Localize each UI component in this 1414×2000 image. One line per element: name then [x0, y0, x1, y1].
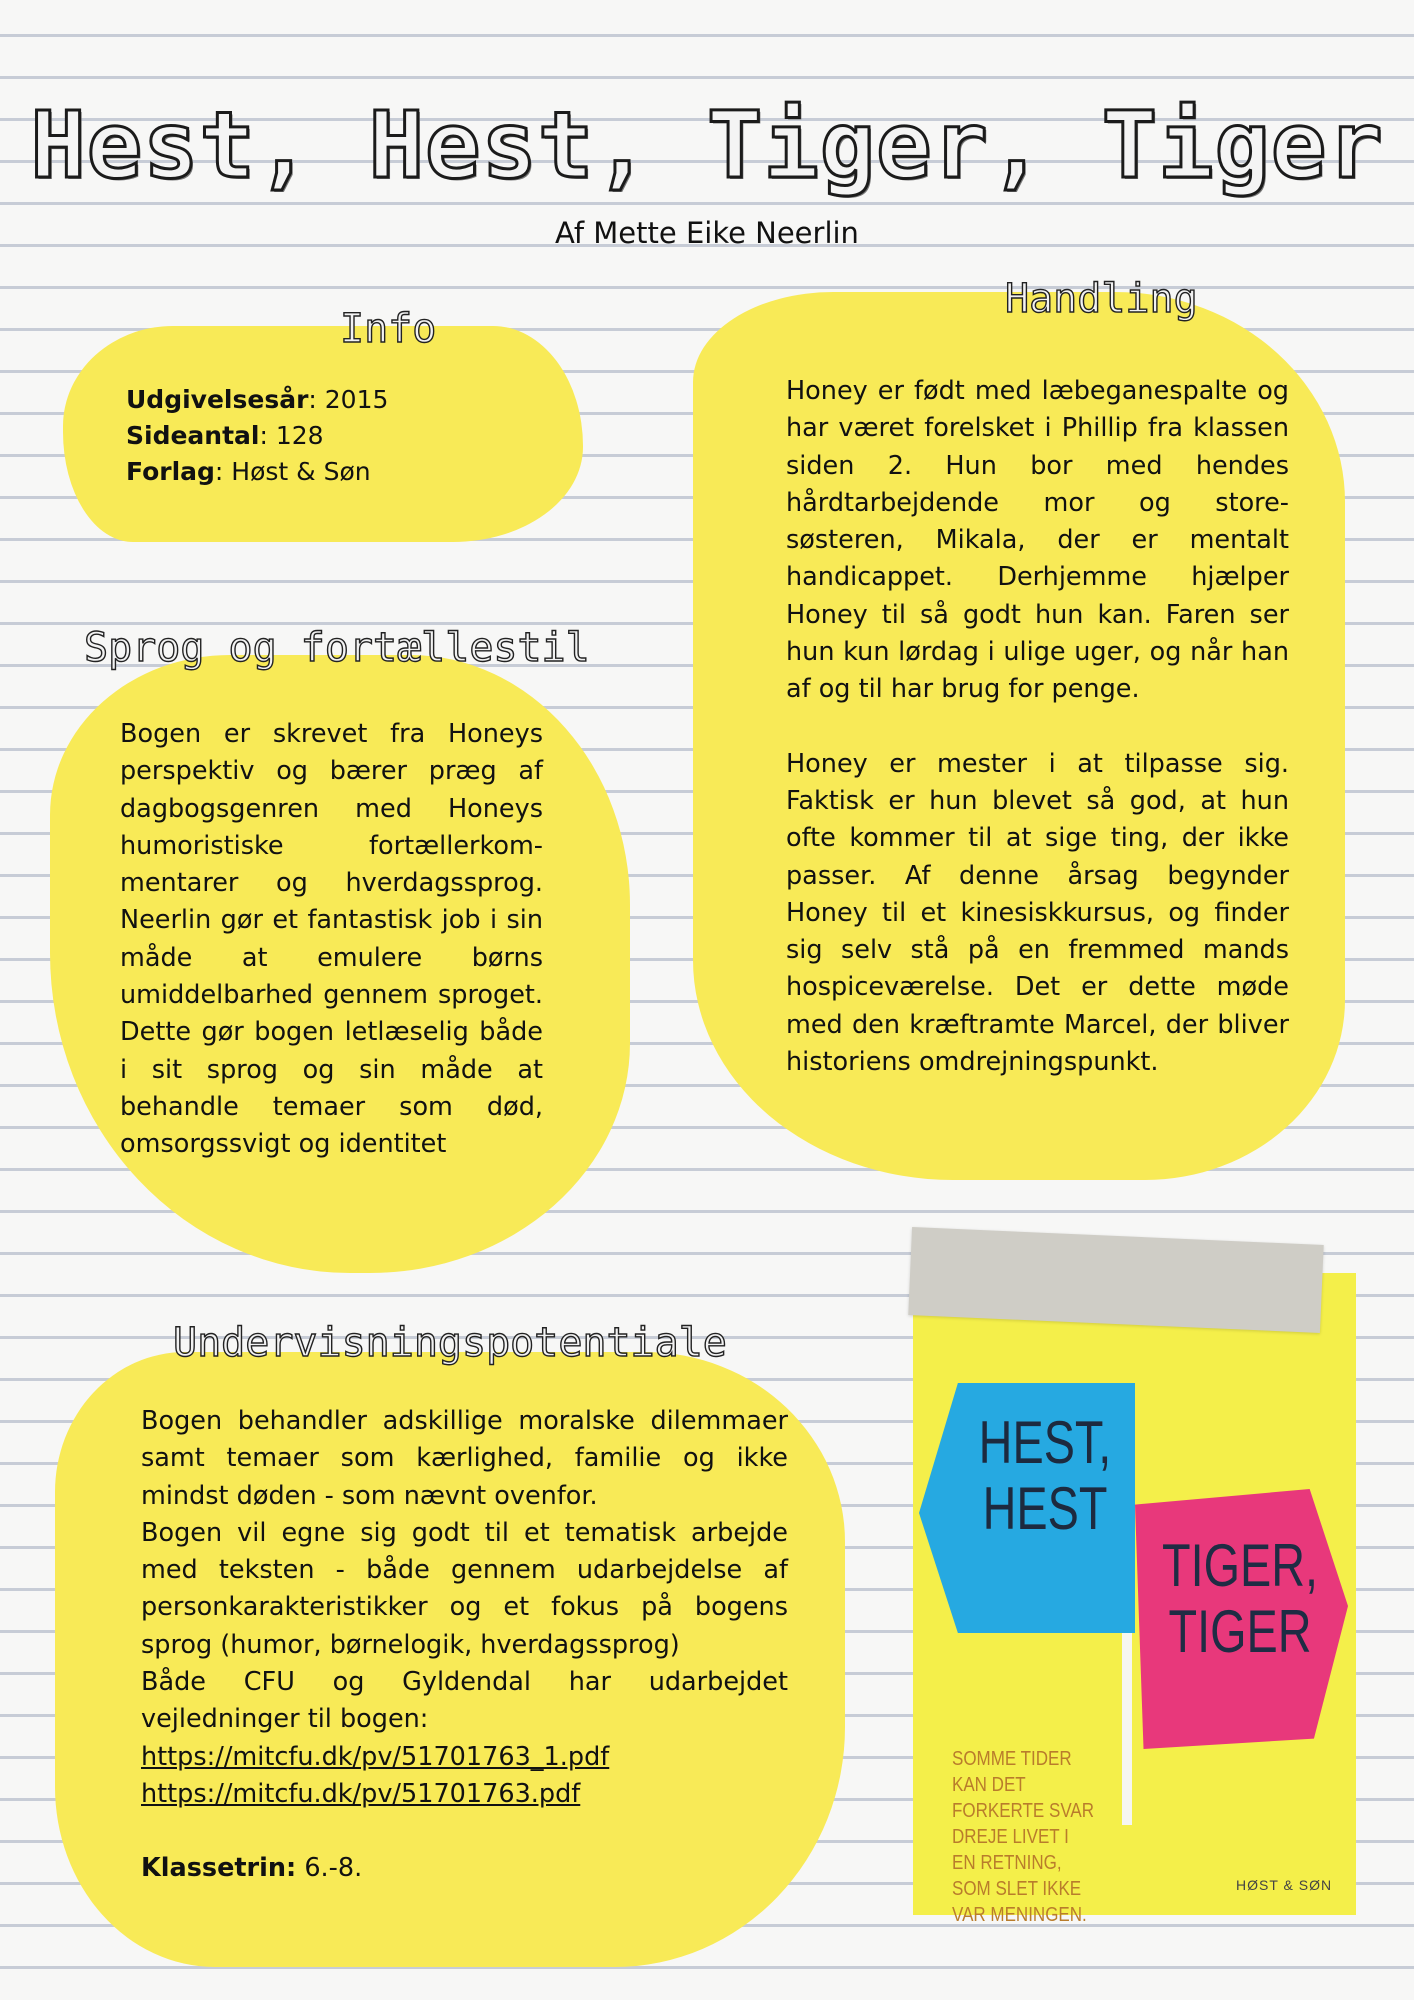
grade-value: 6.-8. [296, 1853, 363, 1884]
tape-strip [908, 1227, 1323, 1333]
teaching-paragraph-1: Bogen behandler adskillige moralske dilemmaer samt temaer som kærlighed, familie og ikke mindst døden - som nævnt ovenfor. [141, 1406, 788, 1511]
plot-paragraph-2: Honey er mester i at tilpasse sig. Faktisk er hun blevet så god, at hun ofte kommer til at sige ting, der ikke passer. Af denne årsag begynder Honey til et kinesiskkursus, og finder sig selv stå på en fremmed mands hospiceværelse. Det er dette møde med den kræftramte Marcel, der bliver historiens omdrejningspunkt. [786, 748, 1289, 1078]
info-year-label: Udgivelsesår [126, 385, 309, 414]
sign-blue-text [975, 1410, 1115, 1542]
cfu-link-1[interactable]: https://mitcfu.dk/pv/51701763_1.pdf [141, 1741, 610, 1772]
plot-paragraph-1: Honey er født med læbeganespalte og har været forelsket i Phillip fra klassen siden 2. Hun bor med hendes hårdtarbejdende mor og store-søsteren, Mikala, der er mentalt handicappet. Derhjemme hjælper Honey til så godt hun kan. Faren ser hun kun lørdag i ulige uger, og når han af og til har brug for penge. [786, 376, 1289, 705]
info-pages-label: Sideantal [126, 421, 260, 450]
author-line: Af Mette Eike Neerlin [555, 216, 859, 250]
plot-heading: Handling [1005, 276, 1198, 322]
sign-blue-line-1: HEST, [978, 1409, 1112, 1476]
sign-pink-line-2: TIGER [1168, 1598, 1312, 1665]
info-publisher-value: : Høst & Søn [214, 457, 371, 486]
cfu-link-2[interactable]: https://mitcfu.dk/pv/51701763.pdf [141, 1778, 581, 1809]
sign-pink-text [1162, 1533, 1318, 1665]
info-pages [126, 418, 388, 454]
info-heading: Info [340, 306, 437, 352]
cover-tagline: SOMME TIDER KAN DET FORKERTE SVAR DREJE LIVET I EN RETNING, SOM SLET IKKE VAR MENINGEN. [952, 1748, 1095, 1926]
teaching-paragraph-3: Både CFU og Gyldendal har udarbejdet vejledninger til bogen: [141, 1667, 788, 1735]
grade-label: Klassetrin: [141, 1853, 297, 1884]
style-text: Bogen er skrevet fra Honeys perspektiv og bærer præg af dagbogsgenren med Honeys humoristiske fortællerkom-mentarer og hverdagssprog. Neerlin gør et fantastisk job i sin måde at emulere børns umiddelbarhed gennem sproget. Dette gør bogen letlæselig både i sit sprog og sin måde at behandle temaer som død, omsorgssvigt og identitet [120, 719, 543, 1160]
plot-text [786, 373, 1289, 1081]
cover-publisher: HØST & SØN [1236, 1877, 1333, 1893]
teaching-paragraph-2: Bogen vil egne sig godt til et tematisk arbejde med teksten - både gennem udarbejdelse af personkarakteristikker og et fokus på bogens sprog (humor, børnelogik, hverdagssprog) [141, 1517, 788, 1660]
sign-pink-line-1: TIGER, [1162, 1532, 1319, 1599]
info-year-value: : 2015 [308, 385, 389, 414]
page-title: Hest, Hest, Tiger, Tiger [30, 92, 1384, 199]
teaching-text [141, 1403, 788, 1888]
sign-blue-line-2: HEST [982, 1475, 1108, 1542]
info-list [126, 382, 388, 490]
info-publisher-label: Forlag [126, 457, 215, 486]
info-publisher [126, 454, 388, 490]
grade-line [141, 1850, 788, 1887]
style-heading: Sprog og fortællestil [84, 625, 590, 671]
info-year [126, 382, 388, 418]
info-pages-value: : 128 [259, 421, 324, 450]
teaching-heading: Undervisningspotentiale [173, 1320, 727, 1366]
